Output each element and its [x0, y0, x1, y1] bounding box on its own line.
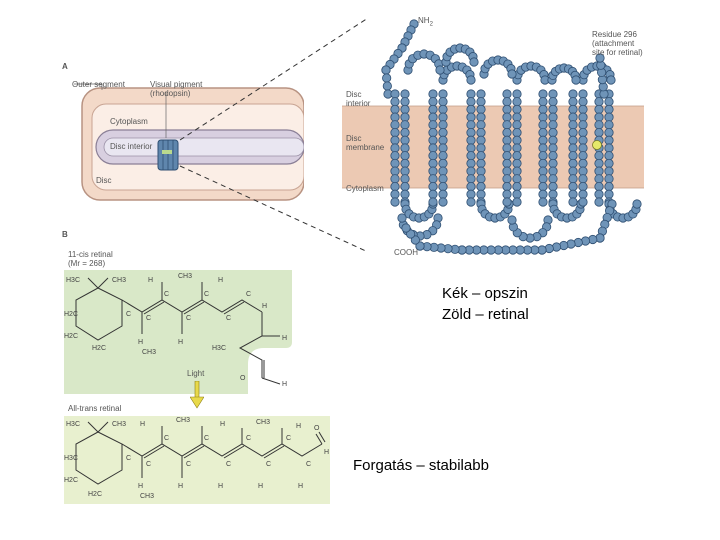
amino-acid-bead: [569, 182, 577, 190]
rhodopsin-protein-figure: [342, 14, 644, 262]
amino-acid-bead: [477, 128, 485, 136]
amino-acid-bead: [605, 167, 613, 175]
amino-acid-bead: [513, 121, 521, 129]
amino-acid-bead: [477, 159, 485, 167]
amino-acid-bead: [579, 190, 587, 198]
amino-acid-bead: [605, 152, 613, 160]
amino-acid-bead: [429, 136, 437, 144]
amino-acid-bead: [539, 113, 547, 121]
amino-acid-bead: [503, 182, 511, 190]
svg-text:H: H: [282, 381, 288, 388]
amino-acid-bead: [439, 152, 447, 160]
amino-acid-bead: [579, 90, 587, 98]
amino-acid-bead: [439, 175, 447, 183]
amino-acid-bead: [607, 76, 615, 84]
amino-acid-bead: [391, 113, 399, 121]
svg-text:CH3: CH3: [256, 419, 271, 426]
svg-text:CH3: CH3: [142, 349, 157, 356]
amino-acid-bead: [429, 175, 437, 183]
amino-acid-bead: [549, 98, 557, 106]
amino-acid-bead: [513, 152, 521, 160]
amino-acid-bead: [569, 90, 577, 98]
amino-acid-bead: [401, 98, 409, 106]
cytoplasm-label: Cytoplasm: [110, 117, 148, 126]
amino-acid-bead: [605, 113, 613, 121]
amino-acid-bead: [477, 98, 485, 106]
amino-acid-bead: [513, 198, 521, 206]
amino-acid-bead: [398, 214, 406, 222]
amino-acid-bead: [549, 159, 557, 167]
amino-acid-bead: [401, 105, 409, 113]
svg-text:C: C: [164, 291, 170, 298]
svg-text:H: H: [138, 483, 144, 490]
trans-retinal-structure: [64, 416, 334, 504]
amino-acid-bead: [549, 90, 557, 98]
amino-acid-bead: [401, 113, 409, 121]
amino-acid-bead: [503, 159, 511, 167]
amino-acid-bead: [391, 144, 399, 152]
svg-text:CH3: CH3: [178, 273, 193, 280]
disc-interior-side-label-2: interior: [346, 99, 371, 108]
amino-acid-bead: [605, 128, 613, 136]
amino-acid-bead: [549, 175, 557, 183]
amino-acid-bead: [477, 121, 485, 129]
svg-text:C: C: [164, 435, 170, 442]
svg-text:H: H: [178, 483, 184, 490]
amino-acid-bead: [605, 182, 613, 190]
amino-acid-bead: [391, 182, 399, 190]
visual-pigment-label: Visual pigment: [150, 80, 203, 89]
amino-acid-bead: [391, 190, 399, 198]
nh2-label: $NH_2$: [418, 16, 433, 28]
svg-text:H: H: [296, 423, 302, 430]
svg-text:H: H: [138, 339, 144, 346]
amino-acid-bead: [429, 98, 437, 106]
amino-acid-bead: [401, 90, 409, 98]
amino-acid-bead: [569, 121, 577, 129]
amino-acid-bead: [429, 182, 437, 190]
svg-text:C: C: [126, 455, 132, 462]
amino-acid-bead: [429, 152, 437, 160]
amino-acid-bead: [391, 152, 399, 160]
amino-acid-bead: [391, 121, 399, 129]
amino-acid-bead: [429, 113, 437, 121]
amino-acid-bead: [508, 70, 516, 78]
amino-acid-bead: [579, 198, 587, 206]
svg-text:H: H: [258, 483, 264, 490]
amino-acid-bead: [503, 113, 511, 121]
amino-acid-bead: [549, 121, 557, 129]
amino-acid-bead: [569, 144, 577, 152]
amino-acid-bead: [439, 136, 447, 144]
amino-acid-bead: [477, 144, 485, 152]
amino-acid-bead: [503, 190, 511, 198]
amino-acid-bead: [549, 182, 557, 190]
amino-acid-bead: [549, 144, 557, 152]
amino-acid-bead: [595, 198, 603, 206]
amino-acid-bead: [595, 105, 603, 113]
svg-text:H: H: [218, 277, 224, 284]
svg-text:C: C: [226, 461, 232, 468]
svg-text:CH3: CH3: [112, 277, 127, 284]
rhodopsin-label: (rhodopsin): [150, 89, 191, 98]
amino-acid-bead: [549, 105, 557, 113]
amino-acid-bead: [439, 90, 447, 98]
svg-text:H: H: [178, 339, 184, 346]
amino-acid-bead: [579, 121, 587, 129]
amino-acid-bead: [439, 113, 447, 121]
amino-acid-bead: [429, 128, 437, 136]
amino-acid-bead: [477, 167, 485, 175]
amino-acid-bead: [569, 128, 577, 136]
amino-acid-bead: [549, 113, 557, 121]
svg-text:H: H: [324, 449, 330, 456]
amino-acid-bead: [477, 105, 485, 113]
light-arrow-icon: [190, 381, 204, 409]
amino-acid-bead: [569, 167, 577, 175]
panel-b-letter: B: [62, 230, 68, 239]
amino-acid-bead: [429, 167, 437, 175]
amino-acid-bead: [539, 182, 547, 190]
amino-acid-bead: [513, 159, 521, 167]
svg-text:H: H: [140, 421, 146, 428]
amino-acid-bead: [539, 121, 547, 129]
amino-acid-bead: [429, 159, 437, 167]
residue-296-label-3: site for retinal): [592, 48, 643, 57]
amino-acid-bead: [467, 190, 475, 198]
amino-acid-bead: [539, 128, 547, 136]
amino-acid-bead: [439, 159, 447, 167]
amino-acid-bead: [579, 159, 587, 167]
disc-membrane-side-label: Disc: [346, 134, 362, 143]
amino-acid-bead: [539, 198, 547, 206]
disc-membrane-side-label-2: membrane: [346, 143, 385, 152]
amino-acid-bead: [503, 198, 511, 206]
amino-acid-bead: [513, 182, 521, 190]
amino-acid-bead: [429, 198, 437, 206]
svg-text:C: C: [186, 461, 192, 468]
amino-acid-bead: [595, 167, 603, 175]
svg-text:C: C: [226, 315, 232, 322]
svg-text:C: C: [186, 315, 192, 322]
amino-acid-bead: [513, 113, 521, 121]
svg-text:H2C: H2C: [92, 345, 107, 352]
amino-acid-bead: [539, 98, 547, 106]
svg-text:C: C: [204, 291, 210, 298]
amino-acid-bead: [513, 175, 521, 183]
amino-acid-bead: [503, 90, 511, 98]
amino-acid-bead: [605, 144, 613, 152]
disc-interior-label: Disc interior: [110, 142, 153, 151]
amino-acid-bead: [391, 159, 399, 167]
amino-acid-bead: [401, 128, 409, 136]
amino-acid-bead: [429, 121, 437, 129]
svg-text:H: H: [262, 303, 268, 310]
amino-acid-bead: [439, 128, 447, 136]
svg-text:H3C: H3C: [212, 345, 227, 352]
amino-acid-bead: [477, 136, 485, 144]
residue-296-marker: [593, 141, 602, 150]
amino-acid-bead: [513, 190, 521, 198]
svg-text:H: H: [298, 483, 304, 490]
svg-text:C: C: [246, 435, 252, 442]
svg-text:C: C: [146, 315, 152, 322]
amino-acid-bead: [439, 167, 447, 175]
amino-acid-bead: [401, 167, 409, 175]
amino-acid-bead: [439, 198, 447, 206]
amino-acid-bead: [605, 190, 613, 198]
amino-acid-bead: [467, 198, 475, 206]
amino-acid-bead: [467, 144, 475, 152]
amino-acid-bead: [391, 198, 399, 206]
amino-acid-bead: [595, 175, 603, 183]
amino-acid-bead: [579, 136, 587, 144]
amino-acid-bead: [605, 159, 613, 167]
amino-acid-bead: [439, 121, 447, 129]
amino-acid-bead: [513, 98, 521, 106]
svg-text:H2C: H2C: [64, 311, 79, 318]
amino-acid-bead: [539, 159, 547, 167]
amino-acid-bead: [549, 128, 557, 136]
outer-segment-label: Outer segment: [72, 80, 125, 89]
amino-acid-bead: [595, 128, 603, 136]
amino-acid-bead: [595, 98, 603, 106]
amino-acid-bead: [470, 58, 478, 66]
amino-acid-bead: [605, 136, 613, 144]
amino-acid-bead: [579, 105, 587, 113]
cis-retinal-mass: (Mr = 268): [68, 259, 106, 268]
amino-acid-bead: [382, 66, 390, 74]
panel-a-letter: A: [62, 62, 68, 71]
amino-acid-bead: [579, 144, 587, 152]
svg-text:H: H: [282, 335, 288, 342]
amino-acid-bead: [391, 175, 399, 183]
svg-text:O: O: [314, 425, 320, 432]
amino-acid-bead: [503, 167, 511, 175]
amino-acid-bead: [579, 182, 587, 190]
amino-acid-bead: [436, 66, 444, 74]
amino-acid-bead: [383, 82, 391, 90]
amino-acid-bead: [569, 105, 577, 113]
amino-acid-bead: [633, 200, 641, 208]
amino-acid-bead: [503, 105, 511, 113]
amino-acid-bead: [549, 167, 557, 175]
amino-acid-bead: [539, 136, 547, 144]
amino-acid-bead: [569, 98, 577, 106]
svg-text:CH3: CH3: [176, 417, 191, 424]
residue-296-label-2: (attachment: [592, 39, 635, 48]
trans-retinal-title: All-trans retinal: [68, 404, 122, 413]
amino-acid-bead: [513, 167, 521, 175]
amino-acid-bead: [467, 182, 475, 190]
amino-acid-bead: [467, 159, 475, 167]
amino-acid-bead: [477, 175, 485, 183]
cooh-label: COOH: [394, 248, 418, 257]
amino-acid-bead: [439, 190, 447, 198]
amino-acid-bead: [467, 105, 475, 113]
amino-acid-bead: [429, 105, 437, 113]
amino-acid-bead: [477, 190, 485, 198]
amino-acid-bead: [391, 90, 399, 98]
amino-acid-bead: [579, 167, 587, 175]
amino-acid-bead: [605, 121, 613, 129]
amino-acid-bead: [539, 190, 547, 198]
amino-acid-bead: [513, 105, 521, 113]
amino-acid-bead: [401, 175, 409, 183]
amino-acid-bead: [595, 152, 603, 160]
amino-acid-bead: [391, 167, 399, 175]
svg-text:C: C: [126, 311, 132, 318]
amino-acid-bead: [579, 128, 587, 136]
svg-text:H2C: H2C: [88, 491, 103, 498]
amino-acid-bead: [595, 159, 603, 167]
amino-acid-bead: [503, 98, 511, 106]
amino-acid-bead: [569, 198, 577, 206]
amino-acid-bead: [503, 121, 511, 129]
amino-acid-bead: [579, 113, 587, 121]
amino-acid-bead: [569, 190, 577, 198]
amino-acid-bead: [477, 152, 485, 160]
svg-text:C: C: [146, 461, 152, 468]
svg-text:H3C: H3C: [64, 455, 79, 462]
amino-acid-bead: [549, 190, 557, 198]
amino-acid-bead: [513, 90, 521, 98]
amino-acid-bead: [503, 175, 511, 183]
amino-acid-bead: [503, 152, 511, 160]
light-label: Light: [187, 369, 205, 378]
amino-acid-bead: [549, 152, 557, 160]
amino-acid-bead: [539, 167, 547, 175]
svg-text:H3C: H3C: [66, 277, 81, 284]
amino-acid-bead: [391, 105, 399, 113]
amino-acid-bead: [401, 190, 409, 198]
amino-acid-bead: [429, 90, 437, 98]
amino-acid-bead: [579, 98, 587, 106]
amino-acid-bead: [401, 121, 409, 129]
amino-acid-bead: [513, 144, 521, 152]
amino-acid-bead: [539, 152, 547, 160]
amino-acid-bead: [579, 152, 587, 160]
amino-acid-bead: [513, 136, 521, 144]
amino-acid-bead: [429, 144, 437, 152]
amino-acid-bead: [503, 136, 511, 144]
cis-retinal-title: 11-cis retinal: [68, 250, 113, 259]
amino-acid-bead: [467, 152, 475, 160]
amino-acid-bead: [467, 90, 475, 98]
amino-acid-bead: [605, 98, 613, 106]
amino-acid-bead: [595, 113, 603, 121]
amino-acid-bead: [503, 144, 511, 152]
svg-text:C: C: [266, 461, 272, 468]
amino-acid-bead: [439, 105, 447, 113]
amino-acid-bead: [579, 175, 587, 183]
amino-acid-bead: [391, 136, 399, 144]
amino-acid-bead: [401, 159, 409, 167]
svg-text:O: O: [240, 375, 246, 382]
amino-acid-bead: [513, 128, 521, 136]
amino-acid-bead: [382, 74, 390, 82]
svg-text:C: C: [306, 461, 312, 468]
amino-acid-bead: [467, 121, 475, 129]
amino-acid-bead: [539, 90, 547, 98]
svg-text:H2C: H2C: [64, 477, 79, 484]
amino-acid-bead: [391, 98, 399, 106]
amino-acid-bead: [605, 105, 613, 113]
amino-acid-bead: [569, 136, 577, 144]
svg-text:H: H: [218, 483, 224, 490]
amino-acid-bead: [595, 190, 603, 198]
amino-acid-bead: [401, 136, 409, 144]
amino-acid-bead: [572, 76, 580, 84]
amino-acid-bead: [569, 152, 577, 160]
svg-text:H3C: H3C: [66, 421, 81, 428]
amino-acid-bead: [467, 128, 475, 136]
amino-acid-bead: [477, 182, 485, 190]
caption-retinal: Zöld – retinal: [442, 306, 529, 323]
amino-acid-bead: [401, 144, 409, 152]
svg-text:CH3: CH3: [112, 421, 127, 428]
residue-296-label: Residue 296: [592, 30, 637, 39]
disc-interior-side-label: Disc: [346, 90, 362, 99]
amino-acid-bead: [569, 113, 577, 121]
caption-rotation: Forgatás – stabilabb: [353, 457, 489, 474]
amino-acid-bead: [569, 159, 577, 167]
cis-retinal-structure: [64, 270, 298, 394]
amino-acid-bead: [467, 98, 475, 106]
svg-text:C: C: [204, 435, 210, 442]
amino-acid-bead: [508, 216, 516, 224]
svg-text:CH3: CH3: [140, 493, 155, 500]
amino-acid-bead: [439, 144, 447, 152]
amino-acid-bead: [467, 136, 475, 144]
amino-acid-bead: [595, 121, 603, 129]
amino-acid-bead: [401, 182, 409, 190]
amino-acid-bead: [402, 224, 410, 232]
amino-acid-bead: [391, 128, 399, 136]
svg-text:C: C: [246, 291, 252, 298]
amino-acid-bead: [539, 105, 547, 113]
amino-acid-bead: [569, 175, 577, 183]
amino-acid-bead: [439, 182, 447, 190]
svg-text:H: H: [148, 277, 154, 284]
amino-acid-bead: [477, 113, 485, 121]
amino-acid-bead: [539, 144, 547, 152]
svg-text:H2C: H2C: [64, 333, 79, 340]
amino-acid-bead: [467, 76, 475, 84]
svg-text:C: C: [286, 435, 292, 442]
amino-acid-bead: [503, 128, 511, 136]
amino-acid-bead: [467, 167, 475, 175]
amino-acid-bead: [549, 136, 557, 144]
amino-acid-bead: [477, 90, 485, 98]
cytoplasm-side-label: Cytoplasm: [346, 184, 384, 193]
amino-acid-bead: [439, 98, 447, 106]
caption-opsin: Kék – opszin: [442, 285, 528, 302]
amino-acid-bead: [595, 182, 603, 190]
amino-acid-bead: [429, 190, 437, 198]
amino-acid-bead: [539, 175, 547, 183]
amino-acid-bead: [401, 152, 409, 160]
amino-acid-bead: [467, 175, 475, 183]
disc-label: Disc: [96, 176, 112, 185]
amino-acid-bead: [467, 113, 475, 121]
amino-acid-bead: [605, 175, 613, 183]
svg-text:H: H: [220, 421, 226, 428]
